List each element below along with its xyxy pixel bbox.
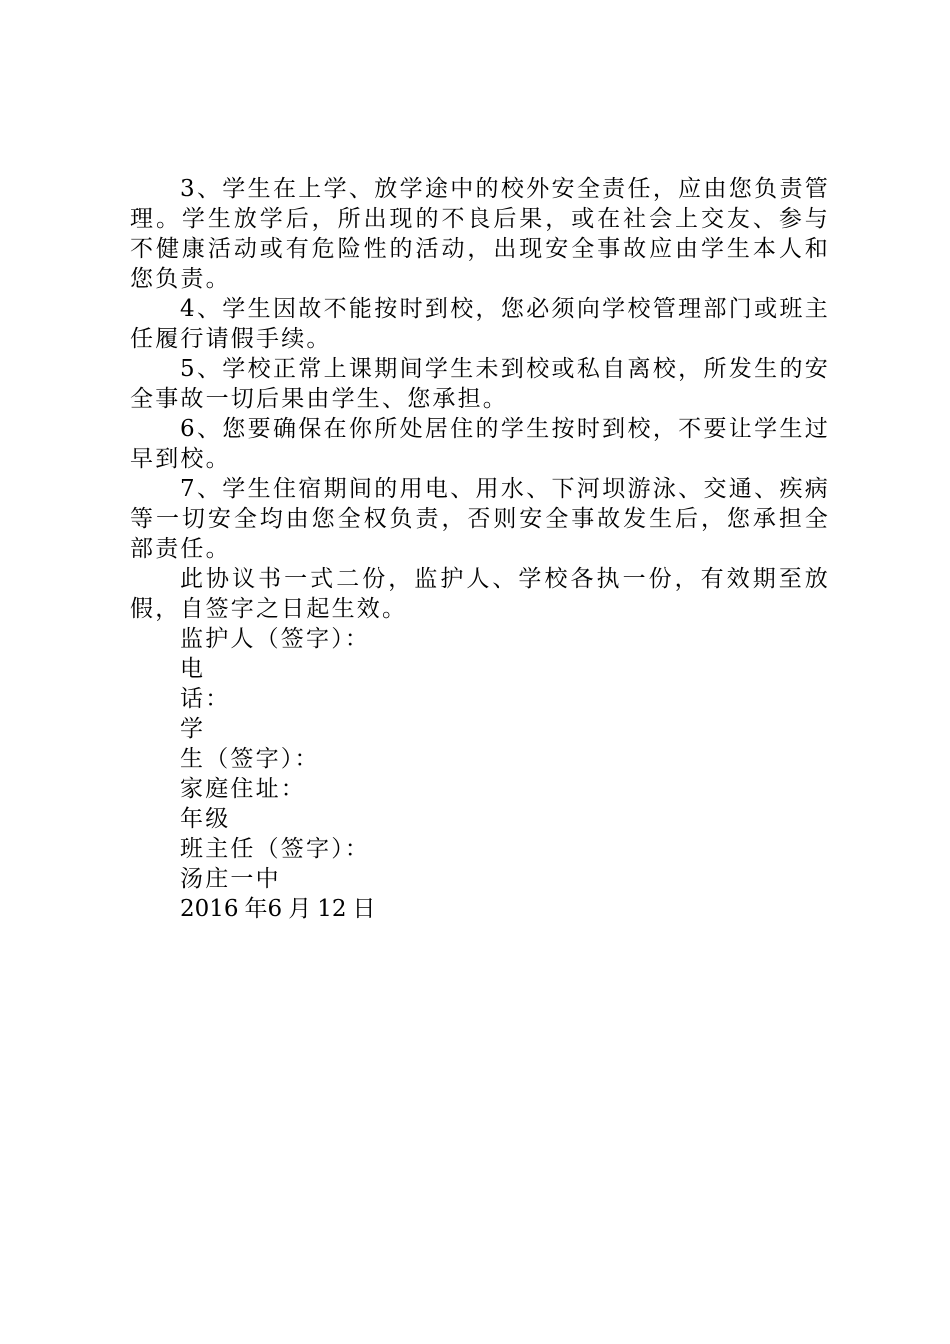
signature-block <box>130 624 830 924</box>
phone-label-line1: 电 <box>180 656 206 682</box>
clause-6: 6、您要确保在你所处居住的学生按时到校，不要让学生过早到校。 <box>130 416 830 472</box>
student-label-line1: 学 <box>180 716 206 742</box>
clause-5: 5、学校正常上课期间学生未到校或私自离校，所发生的安全事故一切后果由学生、您承担。 <box>130 356 830 412</box>
clause-7: 7、学生住宿期间的用电、用水、下河坝游泳、交通、疾病等一切安全均由您全权负责，否则安全事故发生后，您承担全部责任。 <box>130 476 830 562</box>
date-day-unit: 日 <box>352 896 376 922</box>
agreement-validity: 此协议书一式二份，监护人、学校各执一份，有效期至放假，自签字之日起生效。 <box>130 566 830 622</box>
phone-label-line2: 话： <box>180 686 231 712</box>
home-address-label: 家庭住址： <box>180 776 306 802</box>
date-year-unit: 年 <box>244 896 268 922</box>
date-month-unit: 月 <box>288 896 312 922</box>
clause-3: 3、学生在上学、放学途中的校外安全责任，应由您负责管理。学生放学后，所出现的不良后果，或在社会上交友、参与不健康活动或有危险性的活动，出现安全事故应由学生本人和您负责。 <box>130 176 830 292</box>
student-signature-label: 生（签字）： <box>180 746 320 772</box>
date-month: 6 <box>267 896 283 922</box>
grade-label: 年级 <box>180 806 231 832</box>
head-teacher-signature-label: 班主任（签字）： <box>180 836 371 862</box>
school-name: 汤庄一中 <box>180 866 281 892</box>
date-year: 2016 <box>180 896 239 922</box>
document-body <box>130 174 830 924</box>
date-day: 12 <box>317 896 347 922</box>
clause-4: 4、学生因故不能按时到校，您必须向学校管理部门或班主任履行请假手续。 <box>130 296 830 352</box>
signing-date <box>130 894 830 924</box>
guardian-signature-label: 监护人（签字）： <box>180 626 371 652</box>
